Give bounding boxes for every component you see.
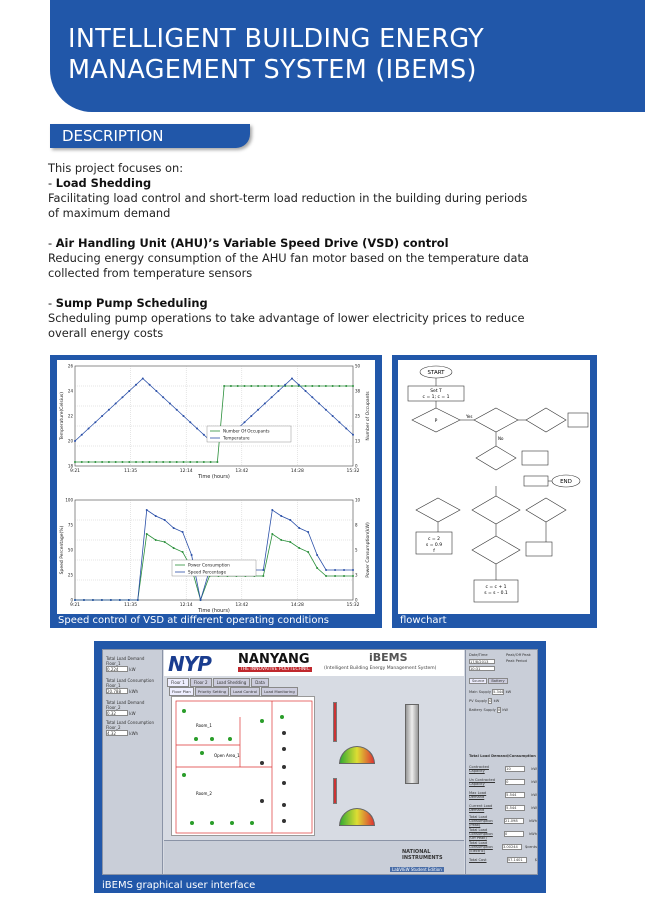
subtab-floor-plan[interactable]: Floor Plan [169,687,194,696]
data-point [318,403,320,405]
data-point [182,531,184,533]
data-point [173,527,175,529]
y2-tick-label: 50 [355,363,361,369]
gauge-column [319,696,389,836]
data-point [92,599,94,601]
item-title-load-shedding: - Load Shedding [48,176,152,190]
data-point [88,461,90,463]
nyp-logo: NYP [168,652,211,676]
x-axis-label: Time (hours) [198,474,230,480]
data-point [298,384,300,386]
data-point [164,541,166,543]
data-point [352,385,354,387]
y-tick-label: 75 [67,522,73,528]
data-point [230,385,232,387]
data-point [101,415,103,417]
section-label-description: DESCRIPTION [50,124,250,148]
data-point [128,599,130,601]
peak-value: Peak Period [506,659,527,663]
data-point [74,599,76,601]
data-point [81,461,83,463]
gui-caption: iBEMS graphical user interface [102,880,256,891]
source-row-battery: Battery Supply 0 kW [469,708,508,712]
data-point [325,385,327,387]
data-point [307,531,309,533]
title-banner [50,0,645,112]
demand-row: Current Load Demand 5.544 kW [469,803,537,812]
data-point [189,461,191,463]
vsd-chart-panel [50,355,382,628]
x-tick-label: 9:21 [69,469,81,474]
gui-window [102,649,538,875]
y-axis-label: Speed Percentage(%) [60,525,65,575]
gauge-2 [339,808,375,826]
y-tick-label: 50 [67,547,73,553]
data-point [176,461,178,463]
y-tick-label: 18 [67,463,73,469]
nyp-tagline: THE INNOVATIVE POLYTECHNIC [240,667,310,672]
data-point [182,461,184,463]
data-point [352,575,354,577]
subtab-load-monitoring[interactable]: Load Monitoring [261,687,298,696]
left-value-2[interactable]: 0.32 [106,710,128,716]
data-point [162,396,164,398]
flow-yes-1: Yes [466,414,473,419]
plot-area [75,500,353,600]
flow-end: END [560,479,572,485]
data-point [191,554,193,556]
data-point [271,509,273,511]
flowchart-panel [392,355,597,628]
room-1-label: Room_1 [196,723,212,728]
water-tank [405,704,419,784]
data-point [223,385,225,387]
flow-f: f [433,549,435,554]
data-point [155,539,157,541]
data-point [291,378,293,380]
demand-title: Total Load Demand/Consumption [469,754,536,758]
demand-row: Max Load Demand 5.544 kW [469,790,537,799]
data-point [244,385,246,387]
gui-main-tabs [167,678,269,687]
data-point [305,385,307,387]
data-point [169,461,171,463]
data-point [262,569,264,571]
item-desc-load-shedding-2: of maximum demand [48,206,171,220]
y2-axis-label: Number of Occupants [366,391,371,441]
data-point [298,527,300,529]
ibems-title: iBEMS [369,651,408,664]
demand-row: Un Contracted Capacity 0 kW [469,777,537,786]
data-point [137,599,139,601]
data-point [271,533,273,535]
y-tick-label: 100 [65,497,73,503]
data-point [115,403,117,405]
data-point [149,384,151,386]
flow-cond1: P [434,419,438,424]
gui-bottom-bar [164,840,464,875]
source-row-main: Main Supply 5.344 kW [469,690,512,694]
data-point [244,421,246,423]
legend-label: Speed Percentage [188,569,227,575]
flow-init-2: c = 1; c = 1 [422,395,450,400]
data-point [121,461,123,463]
data-point [334,575,336,577]
flow-s09: s = 0.9 [425,543,443,548]
data-point [338,421,340,423]
data-point [343,569,345,571]
left-field-0: Total Load Demand Floor_1 0.224 kW [106,656,145,672]
item-title-ahu: - Air Handling Unit (AHU)’s Variable Speed Drive (VSD) control [48,236,449,250]
date-value: 17/8/2013 [469,659,495,664]
data-point [311,396,313,398]
x-tick-label: 13:42 [235,469,249,474]
data-point [291,385,293,387]
data-point [216,461,218,463]
data-point [146,533,148,535]
data-point [110,599,112,601]
data-point [316,554,318,556]
data-point [345,428,347,430]
item-desc-sump-2: overall energy costs [48,326,164,340]
y2-tick-label: 38 [355,388,361,394]
tab-source[interactable]: Source [469,678,487,684]
data-point [280,539,282,541]
demand-row: Total Load Consumption (Peak) 21.098 kWh [469,814,537,827]
title-line-2: MANAGEMENT SYSTEM (IBEMS) [68,55,477,85]
y2-tick-label: 0 [355,463,358,469]
gui-sub-tabs [169,687,298,696]
gui-left-column [103,650,163,875]
item-desc-ahu-1: Reducing energy consumption of the AHU fan motor based on the temperature data [48,251,529,265]
left-field-3: Total Load Consumption Floor_2 4.32 kWh [106,720,154,736]
data-point [262,575,264,577]
data-point [128,461,130,463]
gui-panel [94,641,546,893]
source-row-pv: PV Supply 0 kW [469,699,500,703]
ibems-subtitle: (Intelligent Building Energy Management System) [324,666,437,671]
data-point [176,409,178,411]
legend-label: Number Of Occupants [223,428,270,434]
data-point [305,390,307,392]
data-point [119,599,121,601]
data-point [155,461,157,463]
demand-row: Contracted Capacity 10 kW [469,764,537,773]
data-point [121,396,123,398]
vsd-caption: Speed control of VSD at different operating conditions [58,615,329,626]
demand-row: Total Cost 57.1401 $ [469,857,537,862]
intro-text: This project focuses on: [48,161,184,175]
demand-row: Total Load Consumption (Electric) 3.00244 $cents [469,840,537,853]
gauge-1 [339,746,375,764]
data-point [108,461,110,463]
x-tick-label: 14:28 [290,603,304,608]
data-point [250,415,252,417]
data-point [343,575,345,577]
data-point [257,385,259,387]
floor-plan [171,696,315,836]
data-point [182,415,184,417]
x-tick-label: 15:32 [346,469,360,474]
left-value-3[interactable]: 4.32 [106,730,128,736]
item-desc-sump-1: Scheduling pump operations to take advantage of lower electricity prices to reduce [48,311,525,325]
x-tick-label: 15:32 [346,603,360,608]
data-point [250,385,252,387]
ni-logo: NATIONAL INSTRUMENTS [402,849,443,861]
tab-data[interactable]: Data [251,678,269,687]
data-point [135,384,137,386]
x-tick-label: 12:14 [179,603,193,608]
data-point [94,461,96,463]
left-field-2: Total Load Demand Floor_2 0.32 kW [106,700,145,716]
data-point [277,385,279,387]
subtab-priority[interactable]: Priority Setting [195,687,229,696]
y2-tick-label: 13 [355,438,361,444]
nanyang-text: NANYANG [238,652,310,667]
y-tick-label: 22 [67,413,73,419]
tab-load-shedding[interactable]: Load Shedding [213,678,251,687]
tab-floor-1[interactable]: Floor 1 [167,678,189,687]
data-point [289,541,291,543]
tab-floor-2[interactable]: Floor 2 [190,678,212,687]
y-tick-label: 0 [70,597,73,603]
data-point [94,421,96,423]
flow-no-1: No [498,436,504,441]
y-tick-label: 25 [67,572,73,578]
x-tick-label: 12:14 [179,469,193,474]
data-point [101,461,103,463]
data-point [311,385,313,387]
open-area-label: Open Area_1 [214,753,240,758]
flow-c2: c = 2 [428,537,440,542]
data-point [164,519,166,521]
data-point [237,385,239,387]
data-point [325,409,327,411]
thermometer-2 [333,778,337,804]
data-point [352,434,354,436]
data-point [162,461,164,463]
data-point [325,569,327,571]
data-point [307,551,309,553]
y-tick-label: 20 [67,438,73,444]
item-desc-ahu-2: collected from temperature sensors [48,266,253,280]
data-point [74,440,76,442]
x-tick-label: 13:42 [235,603,249,608]
data-point [210,461,212,463]
data-point [74,461,76,463]
x-tick-label: 9:21 [69,603,81,608]
data-point [128,390,130,392]
data-point [271,385,273,387]
tab-battery[interactable]: Battery [488,678,507,684]
data-point [200,599,202,601]
data-point [115,461,117,463]
item-title-sump: - Sump Pump Scheduling [48,296,208,310]
data-point [196,461,198,463]
plot-area [75,366,353,466]
room-2-label: Room_2 [196,791,212,796]
left-value-0[interactable]: 0.224 [106,666,128,672]
x-tick-label: 14:28 [290,469,304,474]
data-point [155,390,157,392]
data-point [142,461,144,463]
data-point [345,385,347,387]
data-point [182,551,184,553]
data-point [169,403,171,405]
time-value: 10:31 [469,666,495,671]
page-title [68,24,484,86]
left-field-1: Total Load Consumption Floor_1 20.788 kWh [106,678,154,694]
data-point [316,567,318,569]
data-point [257,409,259,411]
source-rows [469,690,537,717]
data-point [332,385,334,387]
labview-edition: LabVIEW Student Edition [392,867,442,872]
subtab-load-control[interactable]: Load Control [230,687,260,696]
gui-right-panel [465,650,538,875]
data-point [334,569,336,571]
flowchart-caption: Air handling unit ’s VSD control flowchart [400,604,557,626]
data-point [142,378,144,380]
data-point [203,461,205,463]
y2-tick-label: 3 [355,572,358,578]
floor-plan-svg [172,697,316,837]
data-point [149,461,151,463]
data-point [81,434,83,436]
date-label: Date/Time [469,653,488,657]
data-point [203,434,205,436]
peak-label: Peak/Off Peak [506,653,531,657]
item-desc-load-shedding-1: Facilitating load control and short-term load reduction in the building during periods [48,191,528,205]
y2-tick-label: 8 [355,522,358,528]
y2-tick-label: 5 [355,547,358,553]
data-point [189,421,191,423]
data-point [101,599,103,601]
data-point [108,409,110,411]
legend-label: Temperature [223,435,250,441]
y2-axis-label: Power Consumption(kW) [366,522,371,578]
data-point [298,547,300,549]
data-point [352,569,354,571]
legend-label: Power Consumption [188,562,230,568]
y-tick-label: 24 [67,388,73,394]
flow-start: START [427,370,445,376]
data-point [318,385,320,387]
flow-s01: s = s – 0.1 [484,591,508,596]
data-point [135,461,137,463]
flow-c1: c = c + 1 [485,585,507,590]
data-point [325,575,327,577]
vsd-flowchart [398,360,590,614]
data-point [277,390,279,392]
flow-init: Set T [430,389,442,394]
data-point [83,599,85,601]
y2-tick-label: 25 [355,413,361,419]
y-axis-label: Temperature(Celsius) [60,392,65,440]
x-axis-label: Time (hours) [198,608,230,614]
data-point [271,396,273,398]
data-point [88,428,90,430]
data-point [196,428,198,430]
vsd-charts [57,360,375,614]
data-point [332,415,334,417]
title-line-1: INTELLIGENT BUILDING ENERGY [68,24,485,54]
y2-tick-label: 0 [355,597,358,603]
gui-header [164,650,464,676]
data-point [173,547,175,549]
data-point [264,403,266,405]
demand-row: Total Load Consumption (Off Peak) 0 kWh [469,827,537,840]
demand-list [469,762,537,866]
data-point [146,509,148,511]
data-point [155,515,157,517]
description-text [48,161,598,341]
data-point [280,515,282,517]
y2-tick-label: 10 [355,497,361,503]
x-tick-label: 11:35 [124,469,138,474]
x-tick-label: 11:35 [124,603,138,608]
data-point [284,384,286,386]
left-value-1[interactable]: 20.788 [106,688,128,694]
y-tick-label: 26 [67,363,73,369]
data-point [289,519,291,521]
thermometer-1 [333,702,337,742]
data-point [338,385,340,387]
data-point [264,385,266,387]
